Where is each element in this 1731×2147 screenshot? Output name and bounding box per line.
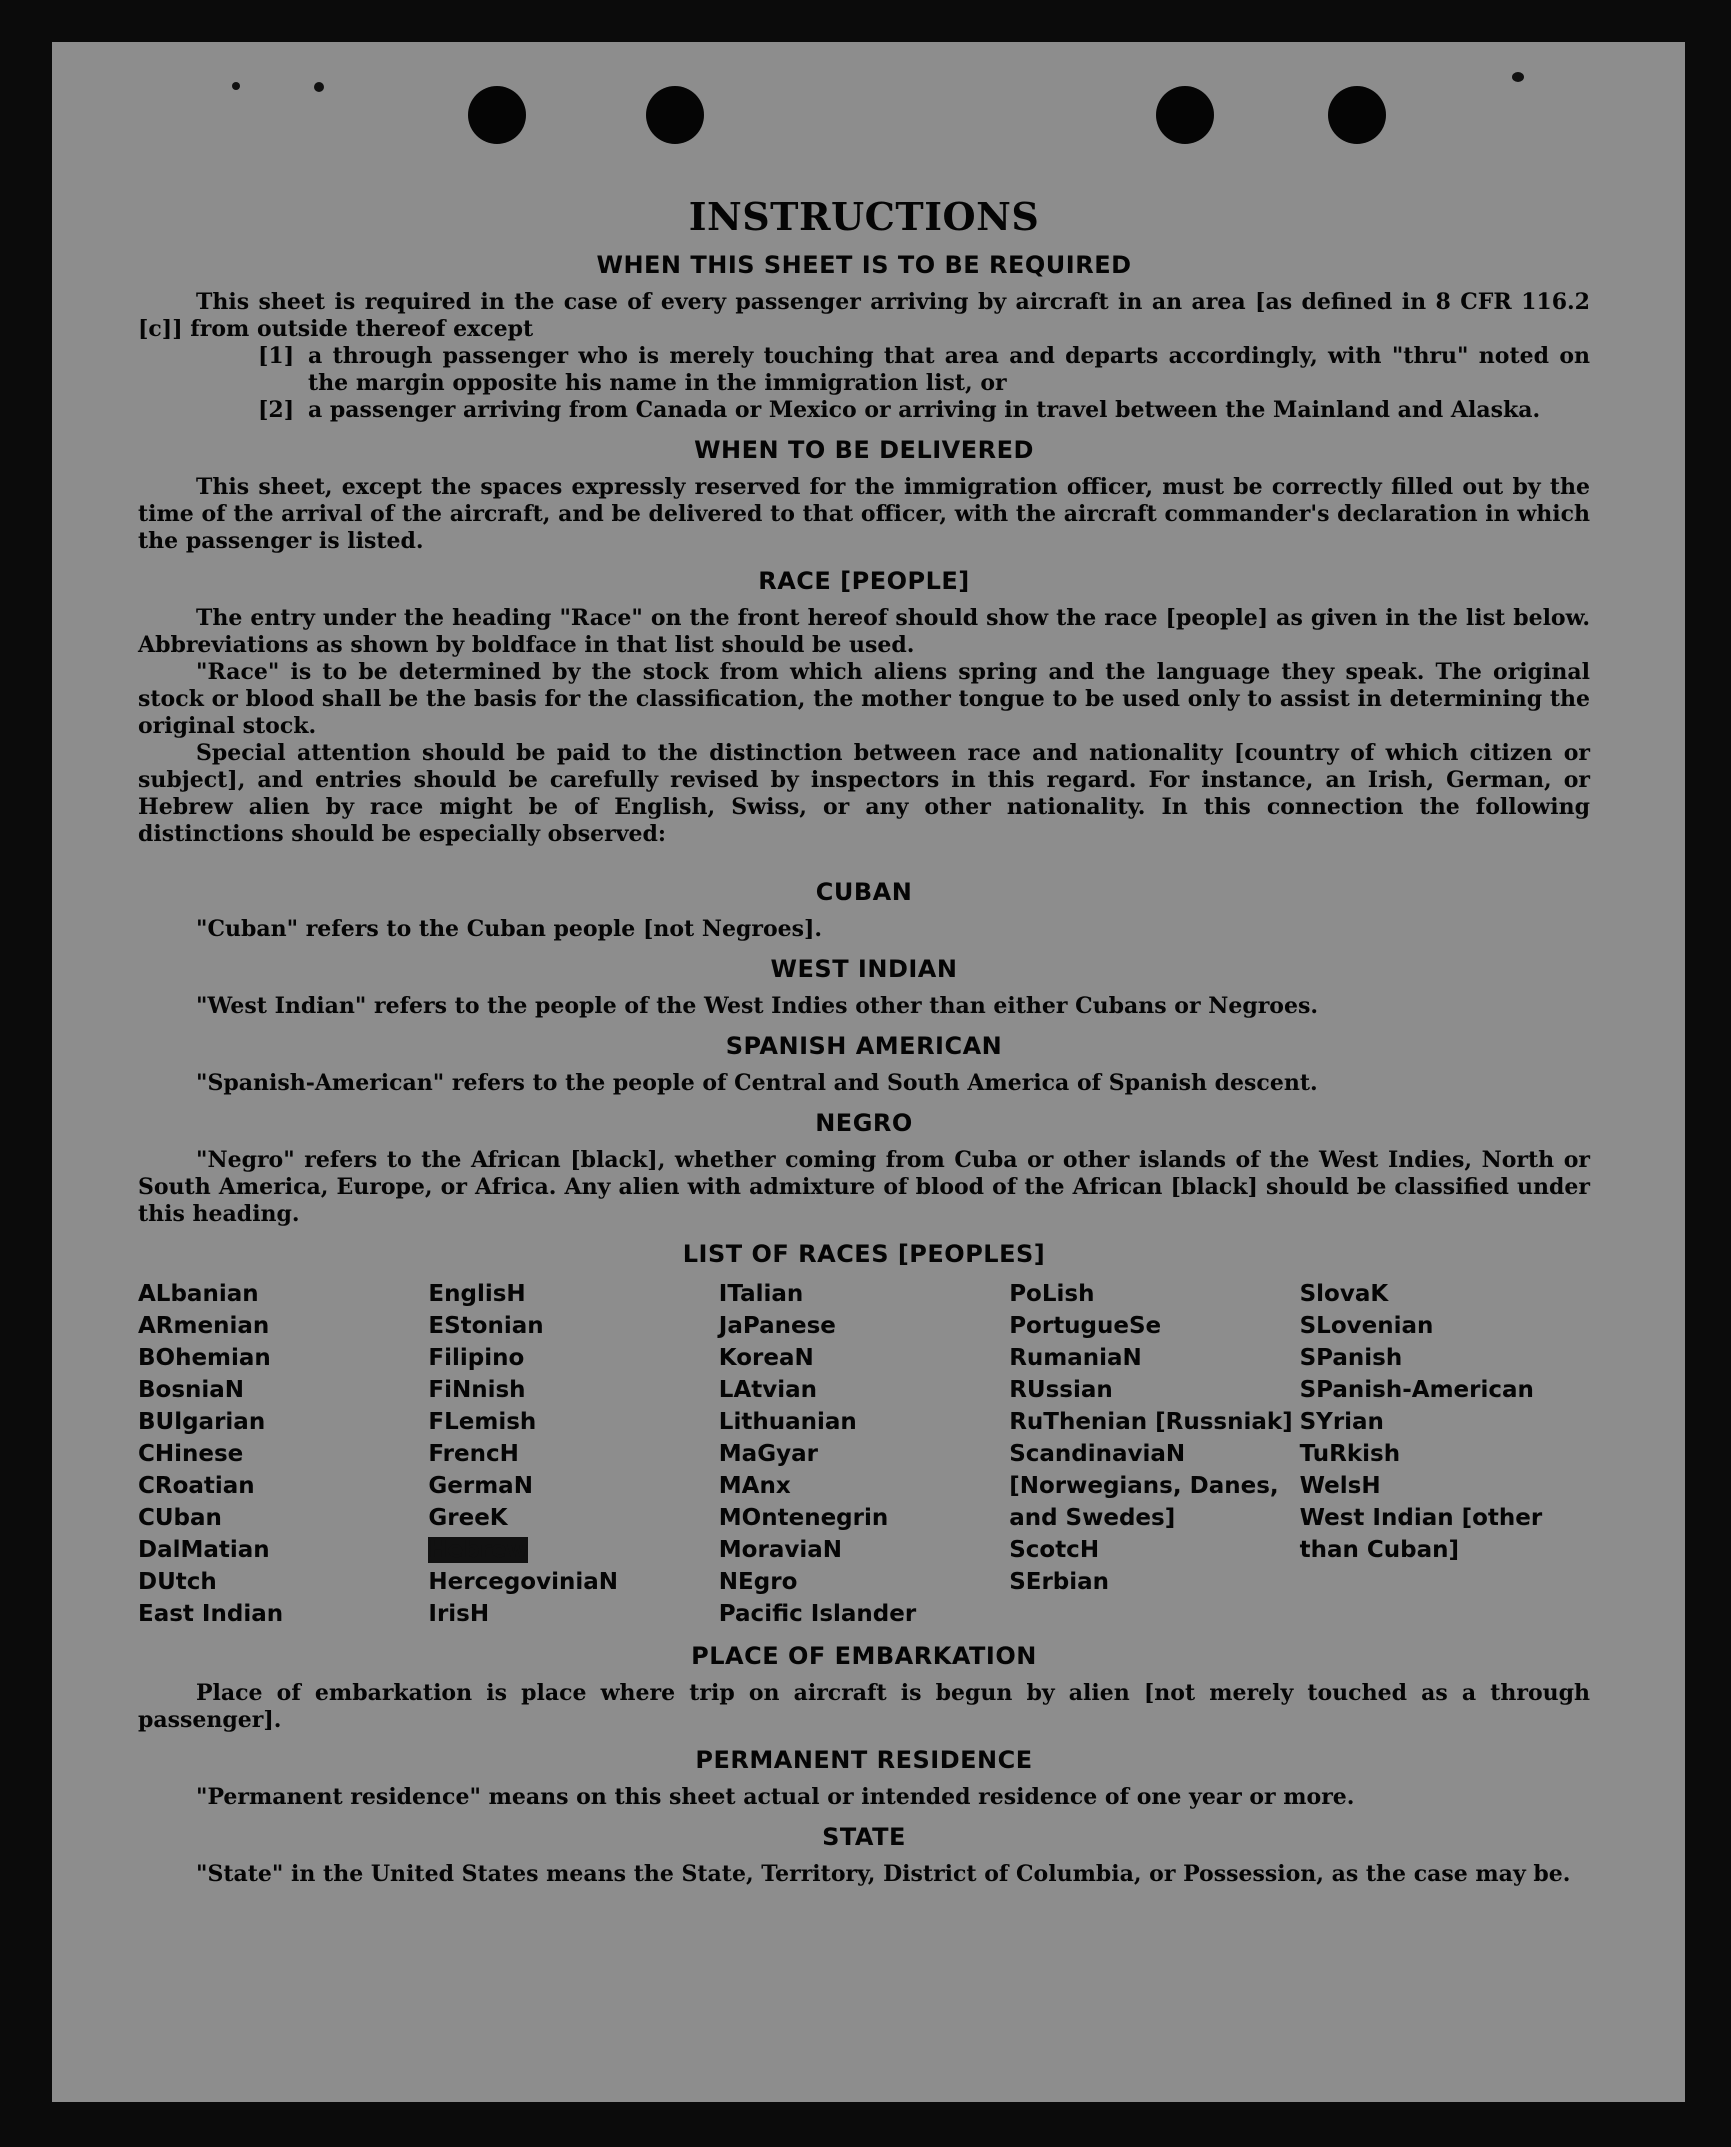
punch-hole (1328, 86, 1386, 144)
race-entry: JaPanese (718, 1313, 836, 1339)
race-entry: DalMatian (138, 1537, 270, 1563)
embarkation-text: Place of embarkation is place where trip on aircraft is begun by alien [not merely touched as a through passenger]. (138, 1680, 1590, 1733)
heading-embarkation: PLACE OF EMBARKATION (691, 1642, 1037, 1670)
spanish-american-text: "Spanish-American" refers to the people of Central and South America of Spanish descent. (196, 1070, 1318, 1096)
punch-hole (1156, 86, 1214, 144)
race-entry: RUssian (1009, 1377, 1113, 1403)
race-entry: MoraviaN (718, 1537, 842, 1563)
race-entry: CHinese (138, 1441, 244, 1467)
race-entry: FrencH (428, 1441, 519, 1467)
race-entry: SYrian (1299, 1409, 1384, 1435)
race-column (1300, 1278, 1590, 1630)
race-entry: GermaN (428, 1473, 533, 1499)
race-entry: West Indian [other than Cuban] (1299, 1505, 1543, 1563)
race-entry: DUtch (138, 1569, 217, 1595)
race-entry: ALbanian (138, 1281, 259, 1307)
race-entry: TuRkish (1299, 1441, 1401, 1467)
race-entry: EnglisH (428, 1281, 526, 1307)
race-entry: EStonian (428, 1313, 544, 1339)
race-column (428, 1278, 718, 1630)
race-entry: ITalian (718, 1281, 804, 1307)
exception-item: [2] a passenger arriving from Canada or Mexico or arriving in travel between the Mainland and Alaska. (258, 397, 1541, 423)
heading-west-indian: WEST INDIAN (770, 955, 958, 983)
race-entry: GreeK (428, 1505, 508, 1531)
race-entry: BOhemian (138, 1345, 271, 1371)
race-entry: RuThenian [Russniak] (1009, 1409, 1293, 1435)
race-entry: IrisH (428, 1601, 490, 1627)
race-entry: CRoatian (138, 1473, 255, 1499)
race-entry: NEgro (718, 1569, 798, 1595)
race-entry: WelsH (1299, 1473, 1381, 1499)
state-text: "State" in the United States means the State, Territory, District of Columbia, or Possession, as the case may be. (196, 1861, 1571, 1887)
heading-negro: NEGRO (815, 1109, 913, 1137)
race-entry: FiNnish (428, 1377, 526, 1403)
punch-hole (468, 86, 526, 144)
negro-text: "Negro" refers to the African [black], whether coming from Cuba or other islands of the West Indies, North or South America, Europe, or Africa. Any alien with admixture of blood of the African [black] should be classified under this heading. (138, 1147, 1590, 1227)
race-entry: PortugueSe (1009, 1313, 1162, 1339)
race-entry-struck: Hebrew (428, 1537, 528, 1563)
race-column (719, 1278, 1009, 1630)
race-entry: PoLish (1009, 1281, 1095, 1307)
race-entry: SErbian (1009, 1569, 1110, 1595)
instruction-sheet (52, 42, 1685, 2102)
race-list (138, 1278, 1590, 1630)
residence-text: "Permanent residence" means on this sheet actual or intended residence of one year or more. (196, 1784, 1355, 1810)
speck (314, 82, 324, 92)
when-delivered-text: This sheet, except the spaces expressly reserved for the immigration officer, must be correctly filled out by the time of the arrival of the aircraft, and be delivered to that officer, with the aircraft commander's declaration in which the passenger is listed. (138, 474, 1590, 554)
race-paragraph: Special attention should be paid to the distinction between race and nationality [country of which citizen or subject], and entries should be carefully revised by inspectors in this regard. For instance, an Irish, German, or Hebrew alien by race might be of English, Swiss, or any other nationality. In this connection the following distinctions should be especially observed: (138, 740, 1590, 847)
race-paragraph: The entry under the heading "Race" on the front hereof should show the race [people] as given in the list below. Abbreviations as shown by boldface in that list should be used. (138, 605, 1590, 658)
cuban-text: "Cuban" refers to the Cuban people [not Negroes]. (196, 916, 823, 942)
race-column (138, 1278, 428, 1630)
heading-list-of-races: LIST OF RACES [PEOPLES] (682, 1240, 1046, 1268)
heading-spanish-american: SPANISH AMERICAN (725, 1032, 1003, 1060)
exception-item: [1] a through passenger who is merely touching that area and departs accordingly, with "thru" noted on the margin opposite his name in the immigration list, or (258, 343, 1590, 396)
heading-when-delivered: WHEN TO BE DELIVERED (694, 436, 1034, 464)
heading-race: RACE [PEOPLE] (758, 567, 970, 595)
race-entry: ScandinaviaN [Norwegians, Danes, and Swedes] (1009, 1441, 1279, 1531)
race-entry: MAnx (718, 1473, 791, 1499)
heading-state: STATE (822, 1823, 906, 1851)
race-entry: HercegoviniaN (428, 1569, 618, 1595)
race-column (1009, 1278, 1299, 1630)
race-entry: ScotcH (1009, 1537, 1100, 1563)
race-paragraph: "Race" is to be determined by the stock from which aliens spring and the language they speak. The original stock or blood shall be the basis for the classification, the mother tongue to be used only to assist in determining the original stock. (138, 659, 1590, 739)
speck (232, 82, 240, 90)
race-entry: BosniaN (138, 1377, 245, 1403)
race-entry: MOntenegrin (718, 1505, 889, 1531)
race-entry: SPanish-American (1299, 1377, 1534, 1403)
race-entry: RumaniaN (1009, 1345, 1142, 1371)
race-entry: Lithuanian (718, 1409, 857, 1435)
race-entry: Pacific Islander (718, 1601, 917, 1627)
document-title: INSTRUCTIONS (688, 194, 1040, 239)
race-entry: KoreaN (718, 1345, 814, 1371)
race-entry: East Indian (138, 1601, 284, 1627)
race-entry: SPanish (1299, 1345, 1403, 1371)
when-required-intro: This sheet is required in the case of every passenger arriving by aircraft in an area [as defined in 8 CFR 116.2 [c]] from outside thereof except (138, 289, 1590, 342)
race-entry: ARmenian (138, 1313, 270, 1339)
race-entry: Filipino (428, 1345, 525, 1371)
west-indian-text: "West Indian" refers to the people of the West Indies other than either Cubans or Negroes. (196, 993, 1319, 1019)
heading-residence: PERMANENT RESIDENCE (695, 1746, 1033, 1774)
race-entry: CUban (138, 1505, 222, 1531)
race-entry: SlovaK (1299, 1281, 1389, 1307)
race-entry: BUlgarian (138, 1409, 266, 1435)
race-entry: SLovenian (1299, 1313, 1434, 1339)
heading-cuban: CUBAN (815, 878, 913, 906)
race-entry: FLemish (428, 1409, 537, 1435)
punch-hole (646, 86, 704, 144)
speck (1512, 72, 1524, 82)
race-entry: MaGyar (718, 1441, 818, 1467)
race-entry: LAtvian (718, 1377, 818, 1403)
heading-when-required: WHEN THIS SHEET IS TO BE REQUIRED (596, 251, 1132, 279)
